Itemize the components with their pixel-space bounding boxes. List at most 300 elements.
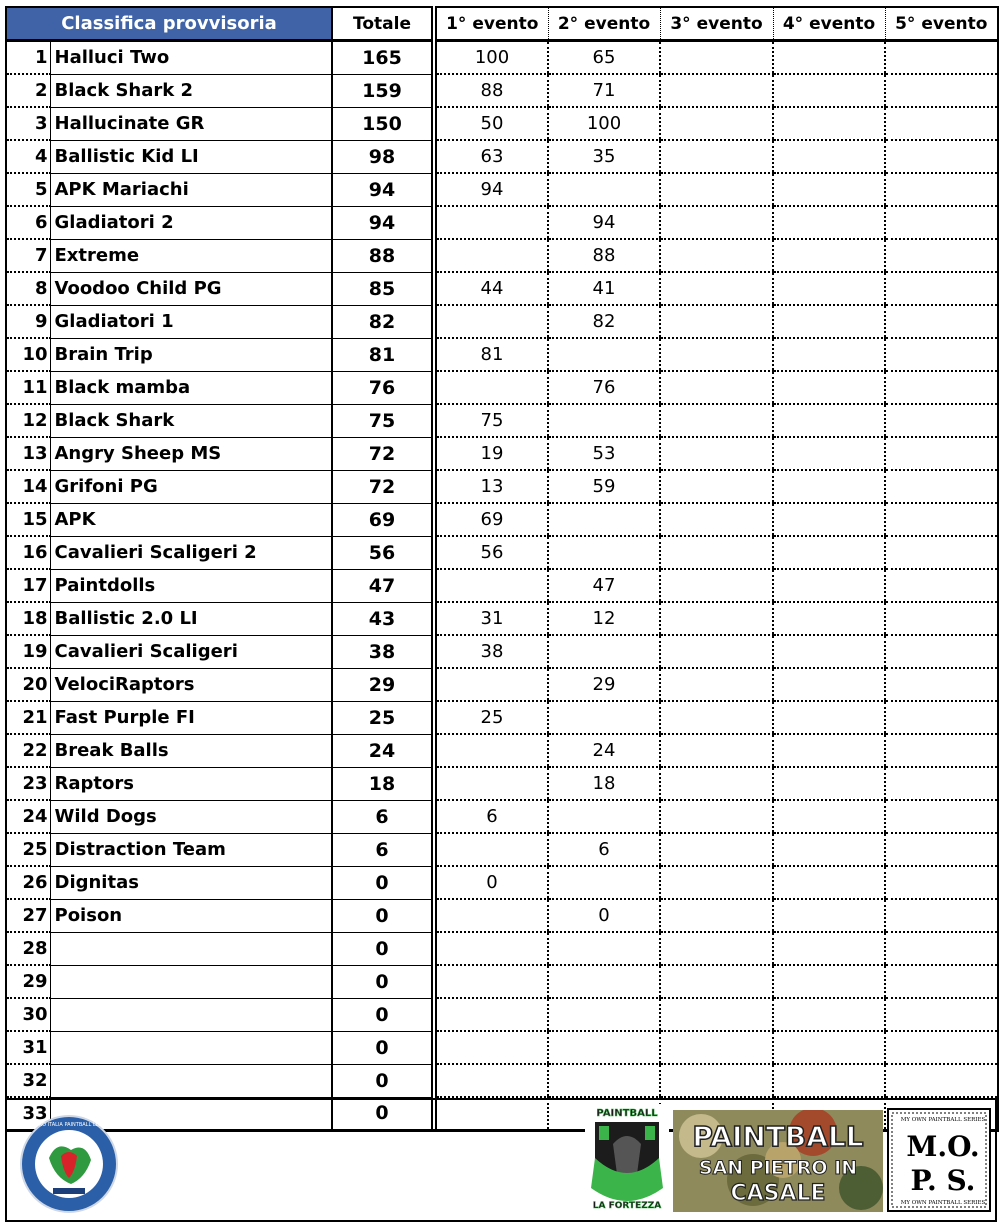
event-3-points-cell [660,734,773,767]
event-4-points-cell [773,932,885,965]
event-4-header: 4° evento [773,7,885,41]
table-row [6,107,998,140]
team-name-cell: Black Shark [50,404,332,437]
position-cell: 7 [6,239,50,272]
event-4-points-cell [773,206,885,239]
event-3-header: 3° evento [660,7,773,41]
table-row [6,74,998,107]
total-points-cell: 0 [332,1064,432,1097]
position-cell: 30 [6,998,50,1031]
table-row [6,833,998,866]
total-points-cell: 150 [332,107,432,140]
event-5-points-cell [885,767,998,800]
total-points-cell: 18 [332,767,432,800]
event-1-points-cell [436,734,548,767]
event-5-points-cell [885,965,998,998]
event-4-points-cell [773,602,885,635]
team-name-cell: Ballistic Kid LI [50,140,332,173]
team-name-cell: Angry Sheep MS [50,437,332,470]
event-5-points-cell [885,74,998,107]
total-points-cell: 56 [332,536,432,569]
event-2-points-cell [548,503,660,536]
table-header-row [6,7,998,41]
mops-top-text: MY OWN PAINTBALL SERIES [900,1117,986,1123]
total-points-cell: 0 [332,899,432,932]
event-3-points-cell [660,866,773,899]
total-points-cell: 94 [332,206,432,239]
event-3-points-cell [660,833,773,866]
event-5-points-cell [885,668,998,701]
paintball-san-pietro-in-casale-logo [673,1110,883,1212]
event-1-points-cell: 81 [436,338,548,371]
event-2-points-cell: 24 [548,734,660,767]
event-1-points-cell [436,569,548,602]
event-4-points-cell [773,470,885,503]
event-3-points-cell [660,107,773,140]
event-1-points-cell [436,1031,548,1064]
event-5-points-cell [885,536,998,569]
event-3-points-cell [660,41,773,75]
total-points-cell: 76 [332,371,432,404]
total-points-cell: 82 [332,305,432,338]
event-5-points-cell [885,173,998,206]
event-4-points-cell [773,998,885,1031]
event-2-points-cell: 12 [548,602,660,635]
total-points-cell: 98 [332,140,432,173]
event-2-points-cell [548,404,660,437]
event-1-points-cell [436,833,548,866]
total-points-cell: 0 [332,932,432,965]
event-3-points-cell [660,140,773,173]
event-1-points-cell: 75 [436,404,548,437]
table-row [6,866,998,899]
event-5-points-cell [885,734,998,767]
event-3-points-cell [660,932,773,965]
event-2-points-cell [548,536,660,569]
team-name-cell: Gladiatori 1 [50,305,332,338]
position-cell: 31 [6,1031,50,1064]
total-points-cell: 0 [332,998,432,1031]
event-2-points-cell [548,932,660,965]
event-2-points-cell: 71 [548,74,660,107]
event-2-points-cell: 82 [548,305,660,338]
event-5-points-cell [885,437,998,470]
event-1-points-cell: 63 [436,140,548,173]
table-row [6,206,998,239]
position-cell: 15 [6,503,50,536]
event-2-points-cell: 94 [548,206,660,239]
event-3-points-cell [660,602,773,635]
position-cell: 33 [6,1097,50,1131]
event-4-points-cell [773,734,885,767]
event-5-points-cell [885,503,998,536]
table-row [6,404,998,437]
event-5-points-cell [885,635,998,668]
team-name-cell: APK Mariachi [50,173,332,206]
table-row [6,239,998,272]
position-cell: 22 [6,734,50,767]
cipl-logo [13,1114,125,1214]
table-row [6,932,998,965]
sanpietro-line3: CASALE [730,1181,826,1206]
position-cell: 13 [6,437,50,470]
position-cell: 29 [6,965,50,998]
event-4-points-cell [773,437,885,470]
position-cell: 18 [6,602,50,635]
total-points-cell: 24 [332,734,432,767]
event-2-points-cell: 35 [548,140,660,173]
position-cell: 25 [6,833,50,866]
total-points-cell: 69 [332,503,432,536]
event-2-points-cell: 88 [548,239,660,272]
event-2-points-cell: 65 [548,41,660,75]
event-3-points-cell [660,767,773,800]
position-cell: 5 [6,173,50,206]
event-2-points-cell: 29 [548,668,660,701]
event-1-points-cell [436,998,548,1031]
event-4-points-cell [773,140,885,173]
event-2-points-cell [548,998,660,1031]
event-2-points-cell: 6 [548,833,660,866]
team-name-cell: Break Balls [50,734,332,767]
team-name-cell: Dignitas [50,866,332,899]
event-2-points-cell [548,800,660,833]
position-cell: 20 [6,668,50,701]
event-1-points-cell [436,899,548,932]
event-3-points-cell [660,239,773,272]
event-3-points-cell [660,536,773,569]
mops-line1: M.O. [906,1130,980,1163]
event-5-points-cell [885,338,998,371]
team-name-cell: Fast Purple FI [50,701,332,734]
table-row [6,635,998,668]
team-name-cell: APK [50,503,332,536]
event-2-points-cell: 100 [548,107,660,140]
event-1-points-cell: 56 [436,536,548,569]
event-4-points-cell [773,173,885,206]
event-2-points-cell: 47 [548,569,660,602]
event-3-points-cell [660,338,773,371]
event-4-points-cell [773,107,885,140]
total-points-cell: 38 [332,635,432,668]
position-cell: 12 [6,404,50,437]
team-name-cell: Voodoo Child PG [50,272,332,305]
position-cell: 26 [6,866,50,899]
total-points-cell: 0 [332,965,432,998]
team-name-cell: Black mamba [50,371,332,404]
team-name-cell: Halluci Two [50,41,332,75]
mops-logo [887,1108,991,1212]
event-3-points-cell [660,371,773,404]
event-3-points-cell [660,569,773,602]
event-1-points-cell [436,1064,548,1097]
event-5-points-cell [885,932,998,965]
event-5-points-cell [885,998,998,1031]
event-4-points-cell [773,1064,885,1097]
position-cell: 32 [6,1064,50,1097]
fortezza-top-text: PAINTBALL [596,1108,658,1119]
event-1-points-cell: 94 [436,173,548,206]
team-name-cell: Brain Trip [50,338,332,371]
event-4-points-cell [773,338,885,371]
event-1-header: 1° evento [436,7,548,41]
table-row [6,338,998,371]
position-cell: 1 [6,41,50,75]
total-points-cell: 85 [332,272,432,305]
team-name-cell: Extreme [50,239,332,272]
team-name-cell: Distraction Team [50,833,332,866]
table-row [6,767,998,800]
event-4-points-cell [773,635,885,668]
table-row [6,899,998,932]
table-row [6,305,998,338]
event-5-points-cell [885,569,998,602]
event-2-points-cell [548,338,660,371]
event-4-points-cell [773,668,885,701]
event-1-points-cell [436,668,548,701]
event-2-points-cell [548,866,660,899]
event-2-points-cell [548,1031,660,1064]
event-5-points-cell [885,140,998,173]
event-3-points-cell [660,701,773,734]
event-4-points-cell [773,866,885,899]
total-points-cell: 159 [332,74,432,107]
event-4-points-cell [773,800,885,833]
position-cell: 28 [6,932,50,965]
position-cell: 2 [6,74,50,107]
event-2-points-cell: 41 [548,272,660,305]
table-row [6,701,998,734]
event-5-points-cell [885,470,998,503]
event-3-points-cell [660,437,773,470]
total-points-cell: 0 [332,1031,432,1064]
total-points-cell: 88 [332,239,432,272]
event-2-points-cell [548,1064,660,1097]
position-cell: 14 [6,470,50,503]
event-3-points-cell [660,1064,773,1097]
event-3-points-cell [660,965,773,998]
event-3-points-cell [660,800,773,833]
paintball-la-fortezza-logo [585,1104,669,1216]
event-5-points-cell [885,305,998,338]
team-name-cell [50,998,332,1031]
team-name-cell: Hallucinate GR [50,107,332,140]
event-5-points-cell [885,866,998,899]
event-4-points-cell [773,74,885,107]
total-points-cell: 0 [332,1097,432,1131]
table-row [6,800,998,833]
event-4-points-cell [773,371,885,404]
event-1-points-cell: 25 [436,701,548,734]
team-name-cell [50,1031,332,1064]
event-5-points-cell [885,800,998,833]
event-2-points-cell: 0 [548,899,660,932]
event-2-points-cell: 53 [548,437,660,470]
event-1-points-cell [436,239,548,272]
table-row [6,272,998,305]
event-5-points-cell [885,206,998,239]
event-4-points-cell [773,701,885,734]
event-3-points-cell [660,899,773,932]
total-points-cell: 43 [332,602,432,635]
event-1-points-cell [436,206,548,239]
total-points-cell: 165 [332,41,432,75]
event-2-points-cell [548,965,660,998]
position-cell: 3 [6,107,50,140]
position-cell: 19 [6,635,50,668]
mops-bottom-text: MY OWN PAINTBALL SERIES [900,1200,986,1206]
team-name-cell: Ballistic 2.0 LI [50,602,332,635]
team-name-cell: VelociRaptors [50,668,332,701]
team-name-cell: Raptors [50,767,332,800]
table-row [6,668,998,701]
event-1-points-cell: 13 [436,470,548,503]
team-name-cell [50,1064,332,1097]
total-points-cell: 25 [332,701,432,734]
team-name-cell: Cavalieri Scaligeri 2 [50,536,332,569]
event-1-points-cell [436,767,548,800]
table-row [6,965,998,998]
position-cell: 16 [6,536,50,569]
event-4-points-cell [773,404,885,437]
event-1-points-cell [436,305,548,338]
event-5-points-cell [885,107,998,140]
event-3-points-cell [660,305,773,338]
event-1-points-cell: 19 [436,437,548,470]
position-cell: 24 [6,800,50,833]
team-name-cell: Paintdolls [50,569,332,602]
sanpietro-line2: SAN PIETRO IN [698,1157,858,1179]
total-points-cell: 72 [332,437,432,470]
team-name-cell: Wild Dogs [50,800,332,833]
event-4-points-cell [773,272,885,305]
event-4-points-cell [773,239,885,272]
position-cell: 17 [6,569,50,602]
standings-table [5,6,999,1132]
event-5-points-cell [885,371,998,404]
event-5-points-cell [885,833,998,866]
team-name-cell: Gladiatori 2 [50,206,332,239]
event-5-points-cell [885,239,998,272]
event-5-points-cell [885,1064,998,1097]
standings-title: Classifica provvisoria [6,7,332,41]
table-row [6,437,998,470]
event-4-points-cell [773,899,885,932]
event-4-points-cell [773,536,885,569]
event-5-points-cell [885,404,998,437]
standings-body [6,41,998,1131]
table-row [6,140,998,173]
mops-line2: P. S. [910,1164,976,1197]
event-1-points-cell: 6 [436,800,548,833]
team-name-cell [50,932,332,965]
event-3-points-cell [660,668,773,701]
total-header: Totale [332,7,432,41]
table-row [6,371,998,404]
event-3-points-cell [660,272,773,305]
team-name-cell [50,965,332,998]
event-1-points-cell: 44 [436,272,548,305]
position-cell: 21 [6,701,50,734]
event-4-points-cell [773,965,885,998]
table-row [6,1031,998,1064]
total-points-cell: 81 [332,338,432,371]
event-1-points-cell: 0 [436,866,548,899]
total-points-cell: 72 [332,470,432,503]
event-1-points-cell [436,932,548,965]
event-4-points-cell [773,569,885,602]
event-4-points-cell [773,305,885,338]
event-3-points-cell [660,206,773,239]
position-cell: 27 [6,899,50,932]
event-2-points-cell: 18 [548,767,660,800]
table-row [6,173,998,206]
event-2-points-cell [548,701,660,734]
event-1-points-cell [436,371,548,404]
position-cell: 9 [6,305,50,338]
event-5-points-cell [885,602,998,635]
position-cell: 8 [6,272,50,305]
sponsor-footer [5,1098,997,1222]
event-5-points-cell [885,899,998,932]
total-points-cell: 94 [332,173,432,206]
team-name-cell: Cavalieri Scaligeri [50,635,332,668]
table-row [6,41,998,75]
event-1-points-cell: 31 [436,602,548,635]
event-3-points-cell [660,173,773,206]
event-5-points-cell [885,701,998,734]
event-2-points-cell [548,173,660,206]
table-row [6,1064,998,1097]
event-2-points-cell: 76 [548,371,660,404]
event-2-points-cell: 59 [548,470,660,503]
event-1-points-cell: 88 [436,74,548,107]
event-4-points-cell [773,41,885,75]
total-points-cell: 47 [332,569,432,602]
event-5-points-cell [885,1031,998,1064]
event-3-points-cell [660,635,773,668]
event-5-points-cell [885,272,998,305]
table-row [6,503,998,536]
event-5-header: 5° evento [885,7,998,41]
fortezza-bottom-text: LA FORTEZZA [592,1201,662,1211]
event-5-points-cell [885,41,998,75]
team-name-cell: Grifoni PG [50,470,332,503]
event-3-points-cell [660,470,773,503]
total-points-cell: 6 [332,800,432,833]
event-2-header: 2° evento [548,7,660,41]
position-cell: 23 [6,767,50,800]
sanpietro-line1: PAINTBALL [692,1120,864,1153]
position-cell: 6 [6,206,50,239]
position-cell: 11 [6,371,50,404]
event-1-points-cell: 50 [436,107,548,140]
event-3-points-cell [660,503,773,536]
total-points-cell: 75 [332,404,432,437]
table-row [6,734,998,767]
event-4-points-cell [773,767,885,800]
event-4-points-cell [773,1031,885,1064]
position-cell: 4 [6,140,50,173]
total-points-cell: 6 [332,833,432,866]
event-3-points-cell [660,74,773,107]
event-3-points-cell [660,404,773,437]
event-2-points-cell [548,635,660,668]
table-row [6,998,998,1031]
total-points-cell: 29 [332,668,432,701]
event-1-points-cell: 100 [436,41,548,75]
table-row [6,470,998,503]
